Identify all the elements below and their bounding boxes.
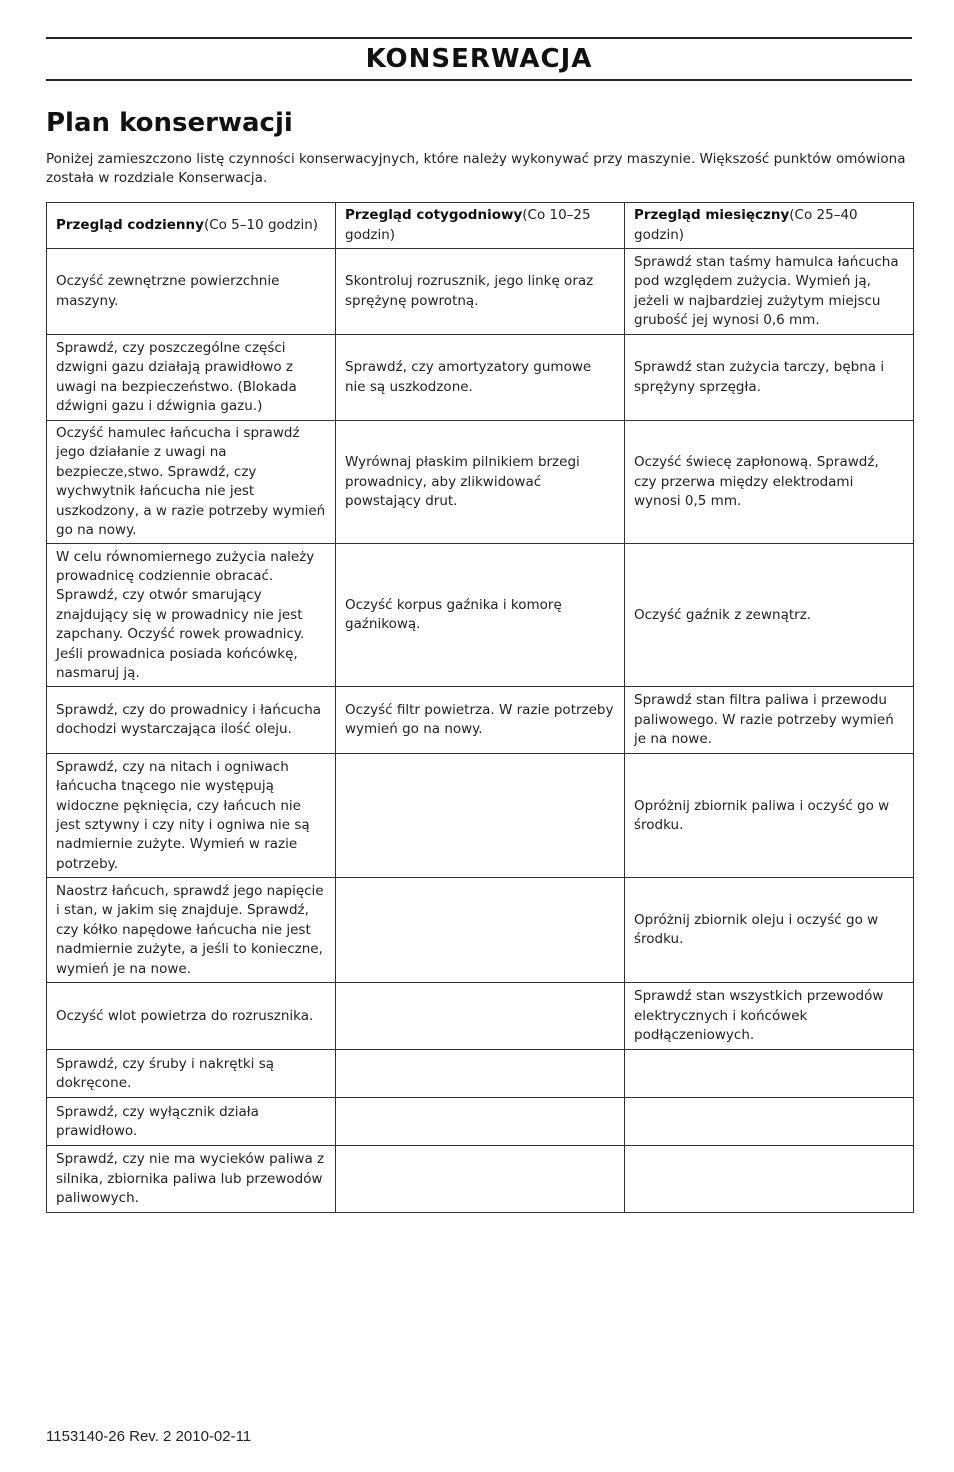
table-cell: Oczyść zewnętrzne powierzchnie maszyny.: [47, 249, 336, 335]
table-cell: Sprawdź, czy wyłącznik działa prawidłowo.: [47, 1098, 336, 1146]
table-row: [47, 421, 914, 544]
table-cell: [625, 1050, 914, 1098]
table-row: [47, 754, 914, 878]
table-cell: Sprawdź, czy na nitach i ogniwach łańcucha tnącego nie występują widoczne pęknięcia, czy łańcuch nie jest sztywny i czy nity i ogniwa nie są nadmiernie zużyte. Wymień w razie potrzeby.: [47, 754, 336, 878]
table-cell: [625, 1146, 914, 1213]
table-cell: [336, 1050, 625, 1098]
table-row: [47, 1050, 914, 1098]
column-header-label: Przegląd cotygodniowy: [345, 207, 523, 224]
table-cell: Oczyść wlot powietrza do rozrusznika.: [47, 983, 336, 1050]
column-header-interval: (Co 25–40 godzin): [634, 207, 858, 243]
table-cell: Opróżnij zbiornik paliwa i oczyść go w środku.: [625, 754, 914, 878]
table-cell: Sprawdź, czy nie ma wycieków paliwa z silnika, zbiornika paliwa lub przewodów paliwowych.: [47, 1146, 336, 1213]
table-cell: Oczyść świecę zapłonową. Sprawdź, czy przerwa między elektrodami wynosi 0,5 mm.: [625, 421, 914, 544]
document-id: 1153140-26 Rev. 2 2010-02-11: [46, 1428, 252, 1445]
intro-text: Poniżej zamieszczono listę czynności konserwacyjnych, które należy wykonywać przy maszynie. Większość punktów omówiona została w rozdziale Konserwacja.: [46, 151, 906, 186]
table-cell: [336, 983, 625, 1050]
table-row: [47, 878, 914, 983]
column-header-daily: [47, 203, 336, 249]
table-cell: Opróżnij zbiornik oleju i oczyść go w środku.: [625, 878, 914, 983]
table-cell: Naostrz łańcuch, sprawdź jego napięcie i stan, w jakim się znajduje. Sprawdź, czy kółko napędowe łańcucha nie jest nadmiernie zużyte, a jeśli to konieczne, wymień je na nowe.: [47, 878, 336, 983]
table-cell: Sprawdź stan taśmy hamulca łańcucha pod względem zużycia. Wymień ją, jeżeli w najbardziej zużytym miejscu grubość jej wynosi 0,6 mm.: [625, 249, 914, 335]
table-cell: Skontroluj rozrusznik, jego linkę oraz sprężynę powrotną.: [336, 249, 625, 335]
table-cell: [336, 1098, 625, 1146]
table-row: [47, 1146, 914, 1213]
table-cell: Sprawdź stan filtra paliwa i przewodu paliwowego. W razie potrzeby wymień je na nowe.: [625, 687, 914, 754]
section-title: Plan konserwacji: [46, 108, 293, 138]
table-cell: [336, 1146, 625, 1213]
table-cell: Wyrównaj płaskim pilnikiem brzegi prowadnicy, aby zlikwidować powstający drut.: [336, 421, 625, 544]
column-header-label: Przegląd codzienny: [56, 216, 204, 233]
table-cell: Oczyść hamulec łańcucha i sprawdź jego działanie z uwagi na bezpiecze,stwo. Sprawdź, czy wychwytnik łańcucha nie jest uszkodzony, a w razie potrzeby wymień go na nowy.: [47, 421, 336, 544]
page-title: KONSERWACJA: [365, 44, 593, 74]
column-header-interval: (Co 5–10 godzin): [203, 216, 319, 233]
column-header-weekly: [336, 203, 625, 249]
table-row: [47, 687, 914, 754]
table-row: [47, 983, 914, 1050]
table-cell: Sprawdź, czy poszczególne części dzwigni gazu działają prawidłowo z uwagi na bezpieczeństwo. (Blokada dźwigni gazu i dźwignia gazu.): [47, 335, 336, 421]
column-header-interval: (Co 10–25 godzin): [345, 207, 591, 243]
table-row: [47, 1098, 914, 1146]
table-row: [47, 335, 914, 421]
table-header-row: [47, 203, 914, 249]
table-cell: [336, 754, 625, 878]
table-cell: Sprawdź, czy do prowadnicy i łańcucha dochodzi wystarczająca ilość oleju.: [47, 687, 336, 754]
table-cell: [336, 878, 625, 983]
table-cell: [625, 1098, 914, 1146]
page-header: [46, 37, 912, 81]
column-header-monthly: [625, 203, 914, 249]
column-header-label: Przegląd miesięczny: [634, 207, 790, 224]
table-cell: Oczyść korpus gaźnika i komorę gaźnikową.: [336, 544, 625, 687]
table-row: [47, 544, 914, 687]
table-row: [47, 249, 914, 335]
table-cell: Oczyść gaźnik z zewnątrz.: [625, 544, 914, 687]
table-cell: Oczyść filtr powietrza. W razie potrzeby wymień go na nowy.: [336, 687, 625, 754]
table-cell: Sprawdź stan zużycia tarczy, bębna i sprężyny sprzęgła.: [625, 335, 914, 421]
table-cell: Sprawdź stan wszystkich przewodów elektrycznych i końcówek podłączeniowych.: [625, 983, 914, 1050]
table-cell: W celu równomiernego zużycia należy prowadnicę codziennie obracać. Sprawdź, czy otwór smarujący znajdujący się w prowadnicy nie jest zapchany. Oczyść rowek prowadnicy. Jeśli prowadnica posiada końcówkę, nasmaruj ją.: [47, 544, 336, 687]
maintenance-schedule-table: [46, 202, 914, 1213]
table-cell: Sprawdź, czy amortyzatory gumowe nie są uszkodzone.: [336, 335, 625, 421]
table-cell: Sprawdź, czy śruby i nakrętki są dokręcone.: [47, 1050, 336, 1098]
